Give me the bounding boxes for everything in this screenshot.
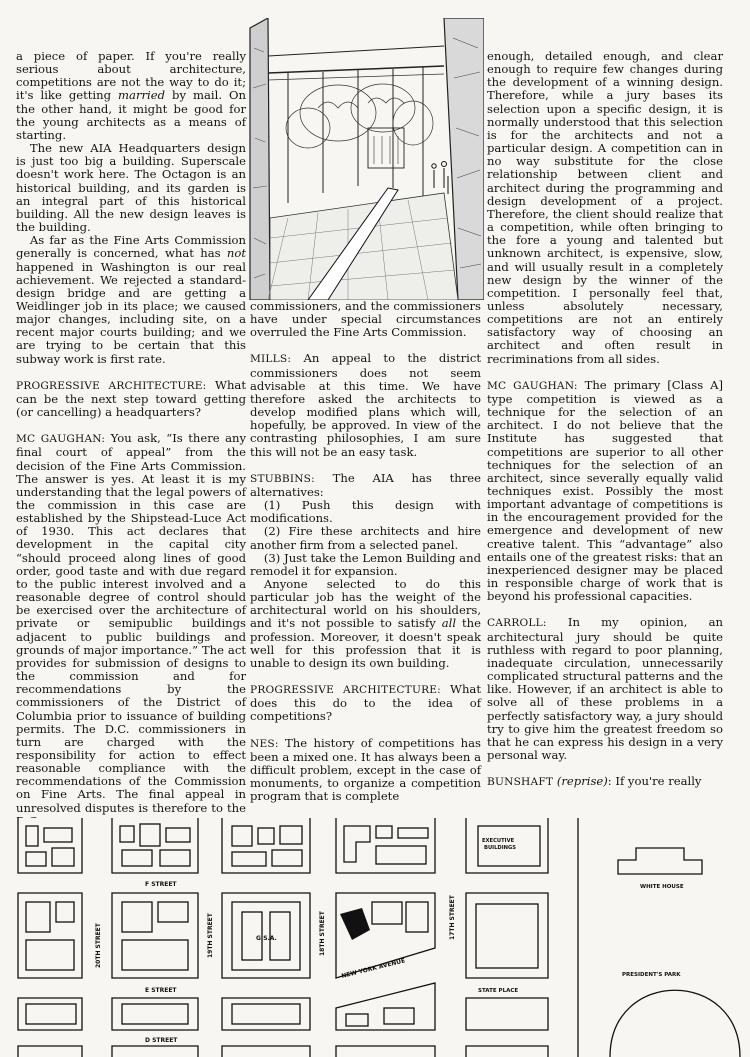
paragraph: commissioners, and the commissioners have under special circumstances overruled the Fine Arts Commission. [250, 299, 481, 340]
paragraph: The new AIA Headquarters design is just too big a building. Superscale doesn't work here. The Octagon is an historical building, and its garden is an integral part of this historical building. All the new design leaves is the building. [16, 141, 246, 235]
question-paragraph: PROGRESSIVE ARCHITECTURE: What can be the next step toward getting (or cancelling) a headquarters? [16, 377, 246, 420]
text-column-1 [16, 50, 246, 828]
list-item: (2) Fire these architects and hire another firm from a selected panel. [250, 524, 481, 552]
map-label: 19TH STREET [207, 913, 214, 958]
speaker-label: PROGRESSIVE ARCHITECTURE: [16, 379, 207, 392]
site-plan-map [0, 818, 750, 1057]
perspective-sketch-illustration [248, 18, 484, 300]
answer-paragraph: STUBBINS: The AIA has three alternatives: [250, 470, 481, 499]
answer-paragraph: CARROLL: In my opinion, an architectural jury should be quite ruthless with regard to poor planning, inadequate circulation, unnecessarily complicated structural patterns and the like. However, if an architect is able to solve all of these problems in a perfectly satisfactory way, a jury should try to give him the greatest freedom so that he can express his design in a very personal way. [487, 615, 723, 762]
paragraph: Anyone selected to do this particular job has the weight of the architectural world on his shoulders, and it's not possible to satisfy all the profession. Moreover, it doesn't speak well for this profession that it is unable to design its own building. [250, 576, 482, 670]
speaker-label: STUBBINS: [250, 472, 315, 485]
map-label: PRESIDENT'S PARK [622, 972, 681, 978]
speaker-label: PROGRESSIVE ARCHITECTURE: [250, 684, 441, 697]
map-label: 20TH STREET [95, 923, 102, 968]
answer-paragraph: MILLS: An appeal to the district commissioners does not seem advisable at this time. We have therefore asked the architects to develop modified plans which will, hopefully, be approved. In view of the contrasting philosophies, I am sure this will not be an easy task. [250, 351, 481, 459]
map-label: 17TH STREET [449, 895, 456, 940]
answer-paragraph: MC GAUGHAN: The primary [Class A] type competition is viewed as a technique for the selection of an architect. I do not believe that the Institute has suggested that competitions are superior to all other techniques for the selection of an architect, since severally equally valid techniques exist. Possibly the most important advantage of competitions is in the encouragement provided for the emergence and development of new creative talent. This “advantage” also entails one of the greatest risks: that an inexperienced designer may be placed in responsible charge of work that is beyond his professional capacities. [487, 377, 723, 604]
paragraph: a piece of paper. If you're really serious about architecture, competitions are not the way to do it; it's like getting married by mail. On the other hand, it might be good for the young architects as a means of starting. [16, 49, 247, 142]
speaker-label: MC GAUGHAN: [487, 379, 578, 392]
paragraph: enough, detailed enough, and clear enough to require few changes during the development of a winning design. Therefore, while a jury bases its selection upon a specific design, it is normally understood that this selection is for the architects and not a particular design. A competition can in no way substitute for the close relationship between client and architect during the programming and design development of a project. Therefore, the client should realize that a competition, while often bringing to the fore a young and talented but unknown architect, is expensive, slow, and will usually result in a completely new design by the winner of the competition. I personally feel that, unless absolutely necessary, competitions are not an entirely satisfactory way of choosing an architect and often result in recriminations from all sides. [487, 49, 723, 366]
answer-paragraph: NES: The history of competitions has been a mixed one. It has always been a difficult problem, except in the case of monuments, to organize a competition program that is complete [250, 735, 482, 804]
paragraph: As far as the Fine Arts Commission generally is concerned, what has not happened in Washington is our real achievement. We rejected a standard-design bridge and are getting a Weidlinger job in its place; we caused major changes, including site, on a recent major courts building; and we are trying to be certain that this subway work is first rate. [16, 233, 246, 366]
list-item: (1) Push this design with modifications. [250, 498, 481, 526]
text-column-3 [487, 50, 723, 789]
speaker-label: BUNSHAFT [487, 776, 554, 789]
map-label: BUILDINGS [484, 845, 516, 851]
map-label: STATE PLACE [478, 988, 519, 994]
map-label: 18TH STREET [319, 911, 326, 956]
speaker-label: NES: [250, 737, 279, 750]
text-column-2 [250, 300, 481, 803]
answer-paragraph: MC GAUGHAN: You ask, “Is there any final court of appeal” from the decision of the Fine Arts Commission. The answer is yes. At least it is my understanding that the legal powers of the commission in this case are established by the Shipstead-Luce Act of 1930. This act declares that development in the capital city “should proceed along lines of good order, good taste and with due regard to the public interest involved and a reasonable degree of control should be exercised over the architecture of private or semipublic buildings adjacent to public buildings and grounds of major importance.” The act provides for submission of designs to the commission and for recommendations by the commissioners of the District of Columbia prior to issuance of building permits. The D.C. commissioners in turn are charged with the responsibility for action to effect reasonable compliance with the recommendations of the Commission on Fine Arts. The final appeal in unresolved disputes is therefore to the [16, 431, 247, 815]
map-label: D STREET [145, 1037, 178, 1044]
speaker-label: MC GAUGHAN: [16, 433, 106, 446]
map-label: E STREET [145, 987, 177, 994]
answer-paragraph: BUNSHAFT (reprise): If you're really [487, 774, 702, 789]
question-paragraph: PROGRESSIVE ARCHITECTURE: What does this do to the idea of competitions? [250, 682, 481, 724]
map-label: NEW YORK AVENUE [340, 957, 406, 980]
map-label: WHITE HOUSE [640, 884, 684, 890]
map-label: F STREET [145, 881, 177, 888]
speaker-label: MILLS: [250, 353, 292, 366]
list-item: (3) Just take the Lemon Building and remodel it for expansion. [250, 550, 481, 578]
map-label: G.S.A. [256, 935, 277, 942]
speaker-label: CARROLL: [487, 617, 547, 630]
map-label: EXECUTIVE [482, 838, 515, 844]
